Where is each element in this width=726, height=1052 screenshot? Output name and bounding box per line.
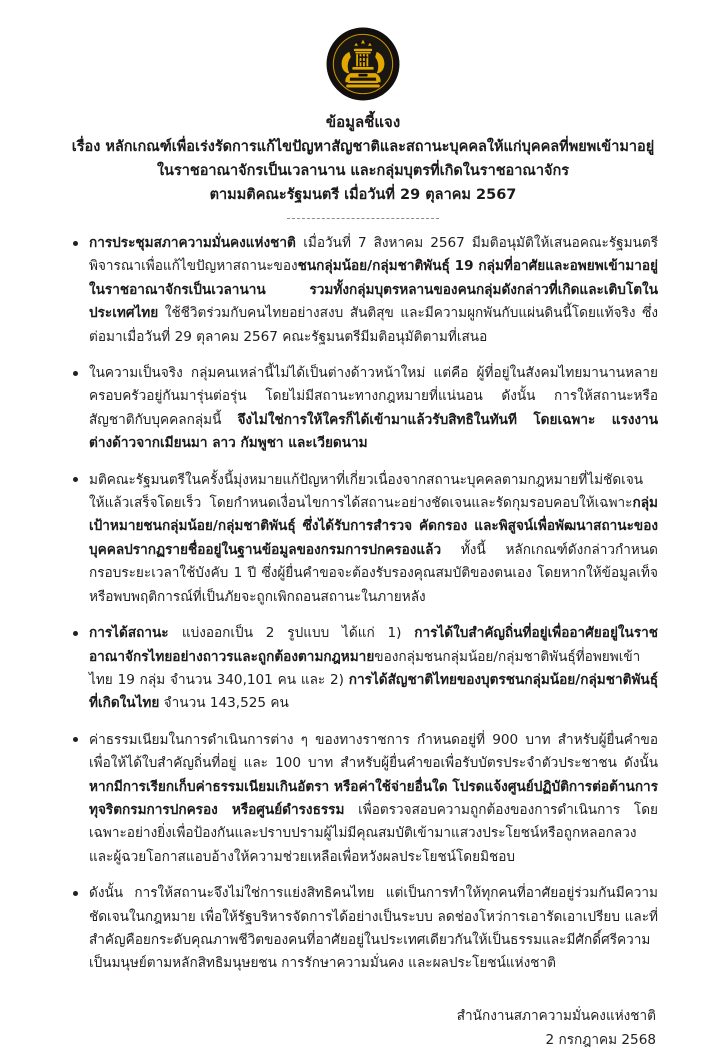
subject-line-2: ในราชอาณาจักรเป็นเวลานาน และกลุ่มบุตรที่เกิดในราชอาณาจักร (156, 163, 570, 179)
bullet-text-run: ของกลุ่มชนกลุ่มน้อย/กลุ่มชาติพันธุ์ที่อพยพเข้าไทย 19 กลุ่ม จำนวน 340,101 คน และ 2) (89, 648, 641, 688)
bullet-conclusion (72, 882, 658, 976)
bullet-text-run: การได้สัญชาติไทยของบุตรชนกลุ่มน้อย/กลุ่มชาติพันธุ์ที่เกิดในไทย (89, 671, 658, 712)
bullet-text-run: กลุ่มเป้าหมายชนกลุ่มน้อย/กลุ่มชาติพันธุ์ ซึ่งได้รับการสำรวจ คัดกรอง และพิสูจน์เพื่อพัฒนาสถานะของบุคคลปรากฏรายชื่ออยู่ในฐานข้อมูลของกรมการปกครองแล้ว (89, 495, 658, 558)
bullet-dot-icon (73, 737, 78, 742)
bullet-dot-icon (73, 477, 78, 482)
bullet-text-run: จำนวน 143,525 คน (159, 695, 289, 712)
page-title: ข้อมูลชี้แจง (325, 113, 401, 131)
bullet-text-run: ชนกลุ่มน้อย/กลุ่มชาติพันธุ์ 19 กลุ่มที่อาศัยและอพยพเข้ามาอยู่ในราชอาณาจักรเป็นเวลานาน รวมทั้งกลุ่มบุตรหลานของคนกลุ่มดังกล่าวที่เกิดและเติบโตในประเทศไทย (89, 258, 658, 322)
bullet-text-run: ทั้งนี้ หลักเกณฑ์ดังกล่าวกำหนดกรอบระยะเวลาใช้บังคับ 1 ปี ซึ่งผู้ยื่นคำขอจะต้องรับรองคุณสมบัติของตนเอง โดยหากให้ข้อมูลเท็จหรือพบพฤติการณ์ที่เป็นภัยจะถูกเพิกถอนสถานะในภายหลัง (89, 541, 658, 605)
thai-national-security-council-seal-icon (325, 26, 401, 102)
bullet-cabinet-resolution (72, 469, 658, 609)
bullet-dot-icon (73, 241, 78, 246)
emblem-container (0, 0, 726, 102)
bullet-text-run: การได้สถานะ (89, 625, 182, 642)
bullet-text-run: การได้ใบสำคัญถิ่นที่อยู่เพื่ออาศัยอยู่ในราชอาณาจักรไทยอย่างถาวรและถูกต้องตามกฎหมาย (89, 625, 658, 665)
subject-line-3: ตามมติคณะรัฐมนตรี เมื่อวันที่ 29 ตุลาคม 2567 (209, 187, 517, 203)
bullet-text-run: หากมีการเรียกเก็บค่าธรรมเนียมเกินอัตรา หรือค่าใช้จ่ายอื่นใด โปรดแจ้งศูนย์ปฏิบัติการต่อต้านการทุจริตกรมการปกครอง หรือศูนย์ดำรงธรรม (89, 778, 658, 818)
bullet-dot-icon (73, 371, 78, 376)
header-divider-container (0, 218, 726, 219)
dashed-divider (287, 218, 439, 219)
subject-line-1: เรื่อง หลักเกณฑ์เพื่อเร่งรัดการแก้ไขปัญหาสัญชาติและสถานะบุคคลให้แก่บุคคลที่พยพเข้ามาอยู่ (71, 139, 655, 155)
document-header (0, 102, 726, 207)
bullet-text-run: มติคณะรัฐมนตรีในครั้งนี้มุ่งหมายแก้ปัญหาที่เกี่ยวเนื่องจากสถานะบุคคลตามกฎหมายที่ไม่ชัดเจนให้แล้วเสร็จโดยเร็ว โดยกำหนดเงื่อนไขการได้สถานะอย่างชัดเจนและรัดกุมรอบคอบให้เฉพาะ (89, 471, 644, 512)
bullet-text-run: ดังนั้น การให้สถานะจึงไม่ใช่การแย่งสิทธิคนไทย แต่เป็นการทำให้ทุกคนที่อาศัยอยู่ร่วมกันมีความชัดเจนในกฎหมาย เพื่อให้รัฐบริหารจัดการได้อย่างเป็นระบบ ลดช่องโหว่การเอารัดเอาเปรียบ และที่สำคัญคือยกระดับคุณภาพชีวิตของคนที่อาศัยอยู่ในประเทศเดียวกันให้เป็นธรรมและมีศักดิ์ศรีความเป็นมนุษย์ตามหลักสิทธิมนุษยชน การรักษาความมั่นคง และผลประโยชน์แห่งชาติ (89, 885, 658, 972)
bullet-reality (72, 362, 658, 456)
bullet-dot-icon (73, 891, 78, 896)
footer-date: 2 กรกฎาคม 2568 (545, 1031, 656, 1048)
bullet-text-run: ในความเป็นจริง กลุ่มคนเหล่านี้ไม่ได้เป็นต่างด้าวหน้าใหม่ แต่คือ ผู้ที่อยู่ในสังคมไทยมานานหลายครอบครัวอยู่กันมารุ่นต่อรุ่น โดยไม่มีสถานะทางกฎหมายที่แน่นอน ดังนั้น การให้สถานะหรือสัญชาติกับบุคคลกลุ่มนี้ (89, 365, 658, 428)
bullet-nsc-meeting (72, 232, 658, 349)
bullet-dot-icon (73, 631, 78, 636)
bullet-text-run: เพื่อตรวจสอบความถูกต้องของการดำเนินการ โดยเฉพาะอย่างยิ่งเพื่อป้องกันและปราบปรามผู้ไม่มีคุณสมบัติเข้ามาแสวงประโยชน์หรือถูกหลอกลวง และผู้ฉวยโอกาสแอบอ้างให้ความช่วยเหลือเพื่อหวังผลประโยชน์โดยมิชอบ (89, 801, 659, 865)
bullet-fees (72, 729, 658, 869)
bullet-text-run: ใช้ชีวิตร่วมกับคนไทยอย่างสงบ สันติสุข และมีความผูกพันกับแผ่นดินนี้โดยแท้จริง ซึ่งต่อมาเมื่อวันที่ 29 ตุลาคม 2567 คณะรัฐมนตรีมีมติอนุมัติตามที่เสนอ (89, 305, 658, 345)
bullet-text-run: ค่าธรรมเนียมในการดำเนินการต่าง ๆ ของทางราชการ กำหนดอยู่ที่ 900 บาท สำหรับผู้ยื่นคำขอเพื่อให้ได้ใบสำคัญถิ่นที่อยู่ และ 100 บาท สำหรับผู้ยื่นคำขอเพื่อรับบัตรประจำตัวประชาชน ดังนั้น (89, 731, 658, 772)
bullet-status-types (72, 622, 658, 716)
bullet-text-run: จึงไม่ใช่การให้ใครก็ได้เข้ามาแล้วรับสิทธิในทันที โดยเฉพาะ แรงงานต่างด้าวจากเมียนมา ลาว กัมพูชา และเวียดนาม (89, 411, 658, 452)
bullet-list (0, 232, 726, 976)
bullet-text-run: เมื่อวันที่ 7 สิงหาคม 2567 มีมติอนุมัติให้เสนอคณะรัฐมนตรีพิจารณาเพื่อแก้ไขปัญหาสถานะของ (89, 235, 659, 275)
bullet-text-run: การประชุมสภาความมั่นคงแห่งชาติ (89, 235, 304, 251)
bullet-text-run: แบ่งออกเป็น 2 รูปแบบ ได้แก่ 1) (181, 625, 415, 642)
document-footer (0, 1004, 726, 1052)
footer-organization: สำนักงานสภาความมั่นคงแห่งชาติ (456, 1007, 656, 1024)
